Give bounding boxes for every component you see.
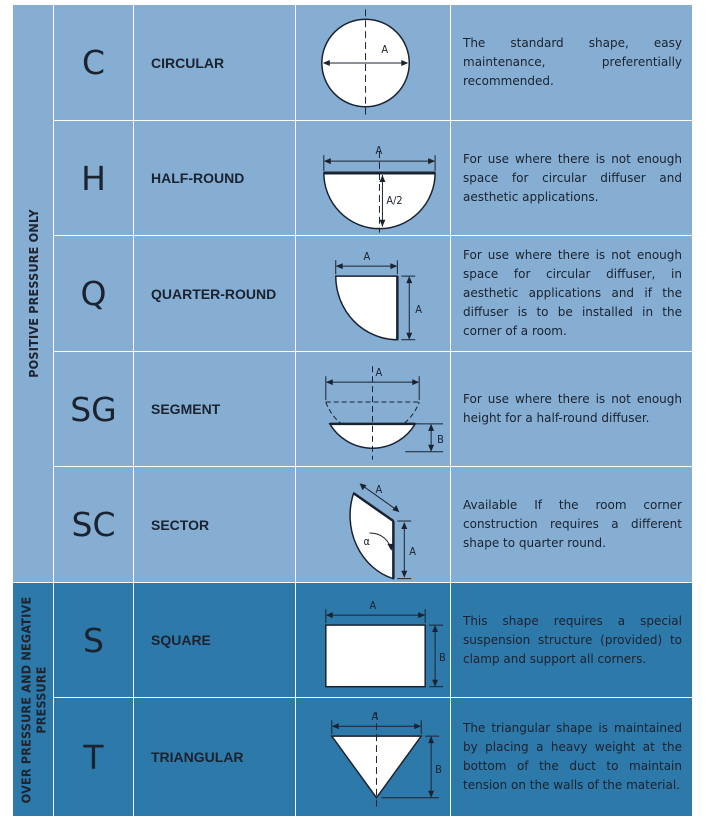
shape-code: H (54, 121, 134, 236)
shape-name: SECTOR (134, 467, 296, 583)
shape-description: The standard shape, easy maintenance, preferentially recommended. (451, 5, 693, 121)
square-diagram (296, 583, 451, 698)
shape-name: TRIANGULAR (134, 698, 296, 817)
shape-code: C (54, 5, 134, 121)
sector-diagram (296, 467, 451, 583)
shape-code: SC (54, 467, 134, 583)
svg-text:B: B (439, 650, 446, 664)
shape-description: Available If the room corner construction requires a different shape to quarter round. (451, 467, 693, 583)
shape-code: SG (54, 352, 134, 467)
svg-text:B: B (437, 432, 444, 446)
shape-name: HALF-ROUND (134, 121, 296, 236)
shape-code: S (54, 583, 134, 698)
shape-description: The triangular shape is maintained by placing a heavy weight at the bottom of the duct to maintain tension on the walls of the material. (451, 698, 693, 817)
shape-description: For use where there is not enough space for circular diffuser and aesthetic applications. (451, 121, 693, 236)
svg-text:A: A (363, 249, 371, 263)
shape-name: SEGMENT (134, 352, 296, 467)
shapes-table (13, 5, 693, 817)
group-positive-pressure (13, 5, 54, 583)
svg-text:α: α (363, 534, 371, 548)
triangular-diagram (296, 698, 451, 817)
shape-code: T (54, 698, 134, 817)
svg-text:A: A (381, 42, 389, 56)
shape-name: CIRCULAR (134, 5, 296, 121)
group-label-negative: OVER PRESSURE AND NEGATIVE PRESSURE (18, 596, 49, 803)
shape-description: For use where there is not enough space for circular diffuser, in aesthetic applications and if the diffuser is to be installed in the corner of a room. (451, 236, 693, 352)
segment-diagram (296, 352, 451, 467)
shape-code: Q (54, 236, 134, 352)
svg-text:A: A (415, 302, 422, 316)
svg-text:A: A (371, 709, 379, 723)
group-label-positive: POSITIVE PRESSURE ONLY (25, 209, 41, 378)
shape-name: SQUARE (134, 583, 296, 698)
group-over-negative-pressure (13, 583, 54, 817)
shape-description: This shape requires a special suspension structure (provided) to clamp and support all corners. (451, 583, 693, 698)
svg-text:B: B (435, 762, 442, 776)
shape-description: For use where there is not enough height for a half-round diffuser. (451, 352, 693, 467)
svg-text:A: A (369, 598, 377, 612)
circular-diagram (296, 5, 451, 121)
svg-text:A: A (375, 365, 383, 379)
quarter-round-diagram (296, 236, 451, 352)
svg-text:A: A (409, 544, 416, 558)
half-round-diagram (296, 121, 451, 236)
shape-name: QUARTER-ROUND (134, 236, 296, 352)
svg-text:A: A (375, 482, 383, 496)
svg-text:A/2: A/2 (386, 193, 403, 207)
svg-text:A: A (375, 143, 383, 157)
